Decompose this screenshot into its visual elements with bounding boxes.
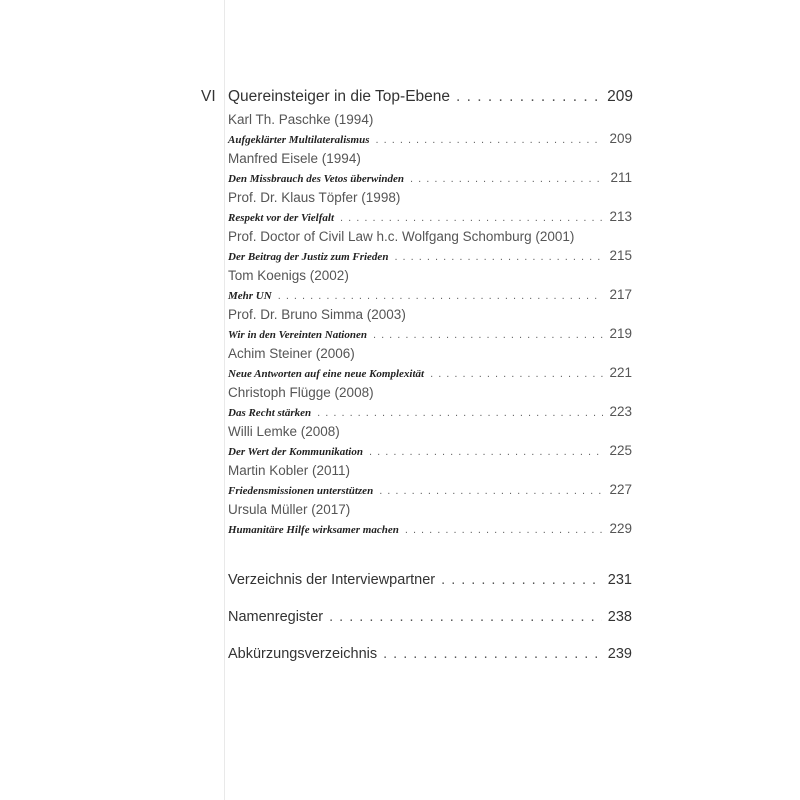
toc-author: Prof. Dr. Klaus Töpfer (1998)	[228, 190, 401, 205]
dot-leader	[405, 524, 604, 536]
section-page-number: 209	[607, 88, 633, 105]
toc-section-heading	[201, 88, 633, 106]
dot-leader	[441, 572, 602, 588]
section-heading-label	[201, 88, 450, 106]
toc-appendix-entry	[228, 646, 632, 662]
toc-appendix-entry	[228, 609, 632, 625]
toc-author: Prof. Dr. Bruno Simma (2003)	[228, 307, 406, 322]
dot-leader	[329, 609, 602, 625]
section-title: Quereinsteiger in die Top-Ebene	[228, 88, 451, 105]
section-numeral: VI	[201, 88, 216, 105]
appendix-page-number: 231	[607, 572, 632, 588]
toc-author: Ursula Müller (2017)	[228, 502, 351, 517]
toc-entry-title: Wir in den Vereinten Nationen	[228, 329, 367, 341]
toc-entry	[228, 209, 632, 224]
dot-leader	[430, 368, 603, 380]
toc-author: Karl Th. Paschke (1994)	[228, 112, 374, 127]
toc-author: Prof. Doctor of Civil Law h.c. Wolfgang Schomburg (2001)	[228, 229, 575, 244]
dot-leader	[340, 212, 603, 224]
appendix-page-number: 239	[607, 646, 632, 662]
toc-author: Manfred Eisele (1994)	[228, 151, 361, 166]
toc-entry-title: Aufgeklärter Multilateralismus	[228, 134, 370, 146]
dot-leader	[278, 290, 604, 302]
appendix-title: Namenregister	[228, 609, 324, 625]
toc-entry-page-number: 221	[609, 365, 632, 380]
toc-entry	[228, 326, 632, 341]
dot-leader	[383, 646, 602, 662]
toc-author: Tom Koenigs (2002)	[228, 268, 349, 283]
toc-entry	[228, 248, 632, 263]
toc-entry-page-number: 211	[610, 170, 632, 185]
toc-entry-title: Der Wert der Kommunikation	[228, 446, 363, 458]
appendix-title: Verzeichnis der Interviewpartner	[228, 572, 436, 588]
toc-entry-title: Neue Antworten auf eine neue Komplexität	[228, 368, 425, 380]
toc-author: Christoph Flügge (2008)	[228, 385, 374, 400]
dot-leader	[456, 88, 601, 106]
dot-leader	[317, 407, 603, 419]
dot-leader	[369, 446, 603, 458]
toc-entry-page-number: 217	[609, 287, 632, 302]
toc-appendix-entry	[228, 572, 632, 588]
dot-leader	[376, 134, 604, 146]
dot-leader	[379, 485, 603, 497]
toc-entry	[228, 482, 632, 497]
toc-entry	[228, 404, 632, 419]
toc-entry-page-number: 219	[609, 326, 632, 341]
toc-entry-title: Mehr UN	[228, 290, 272, 302]
toc-entry-title: Respekt vor der Vielfalt	[228, 212, 335, 224]
toc-entry-page-number: 209	[609, 131, 632, 146]
appendix-title: Abkürzungsverzeichnis	[228, 646, 378, 662]
toc-entry	[228, 131, 632, 146]
toc-entry	[228, 443, 632, 458]
toc-entry	[228, 365, 632, 380]
dot-leader	[410, 173, 604, 185]
toc-entry-title: Friedensmissionen unterstützen	[228, 485, 374, 497]
dot-leader	[373, 329, 604, 341]
toc-entry-page-number: 225	[609, 443, 632, 458]
toc-entry	[228, 521, 632, 536]
toc-entry	[228, 170, 632, 185]
dot-leader	[394, 251, 603, 263]
toc-entry-page-number: 213	[609, 209, 632, 224]
toc-entry-title: Humanitäre Hilfe wirksamer machen	[228, 524, 399, 536]
toc-entry-page-number: 223	[609, 404, 632, 419]
toc-entry-title: Den Missbrauch des Vetos überwinden	[228, 173, 405, 185]
toc-entry	[228, 287, 632, 302]
appendix-page-number: 238	[607, 609, 632, 625]
toc-entry-page-number: 227	[609, 482, 632, 497]
toc-author: Achim Steiner (2006)	[228, 346, 355, 361]
toc-entry-title: Der Beitrag der Justiz zum Frieden	[228, 251, 389, 263]
toc-author: Willi Lemke (2008)	[228, 424, 340, 439]
toc-entry-title: Das Recht stärken	[228, 407, 312, 419]
toc-author: Martin Kobler (2011)	[228, 463, 351, 478]
toc-entry-page-number: 229	[609, 521, 632, 536]
toc-entry-page-number: 215	[609, 248, 632, 263]
